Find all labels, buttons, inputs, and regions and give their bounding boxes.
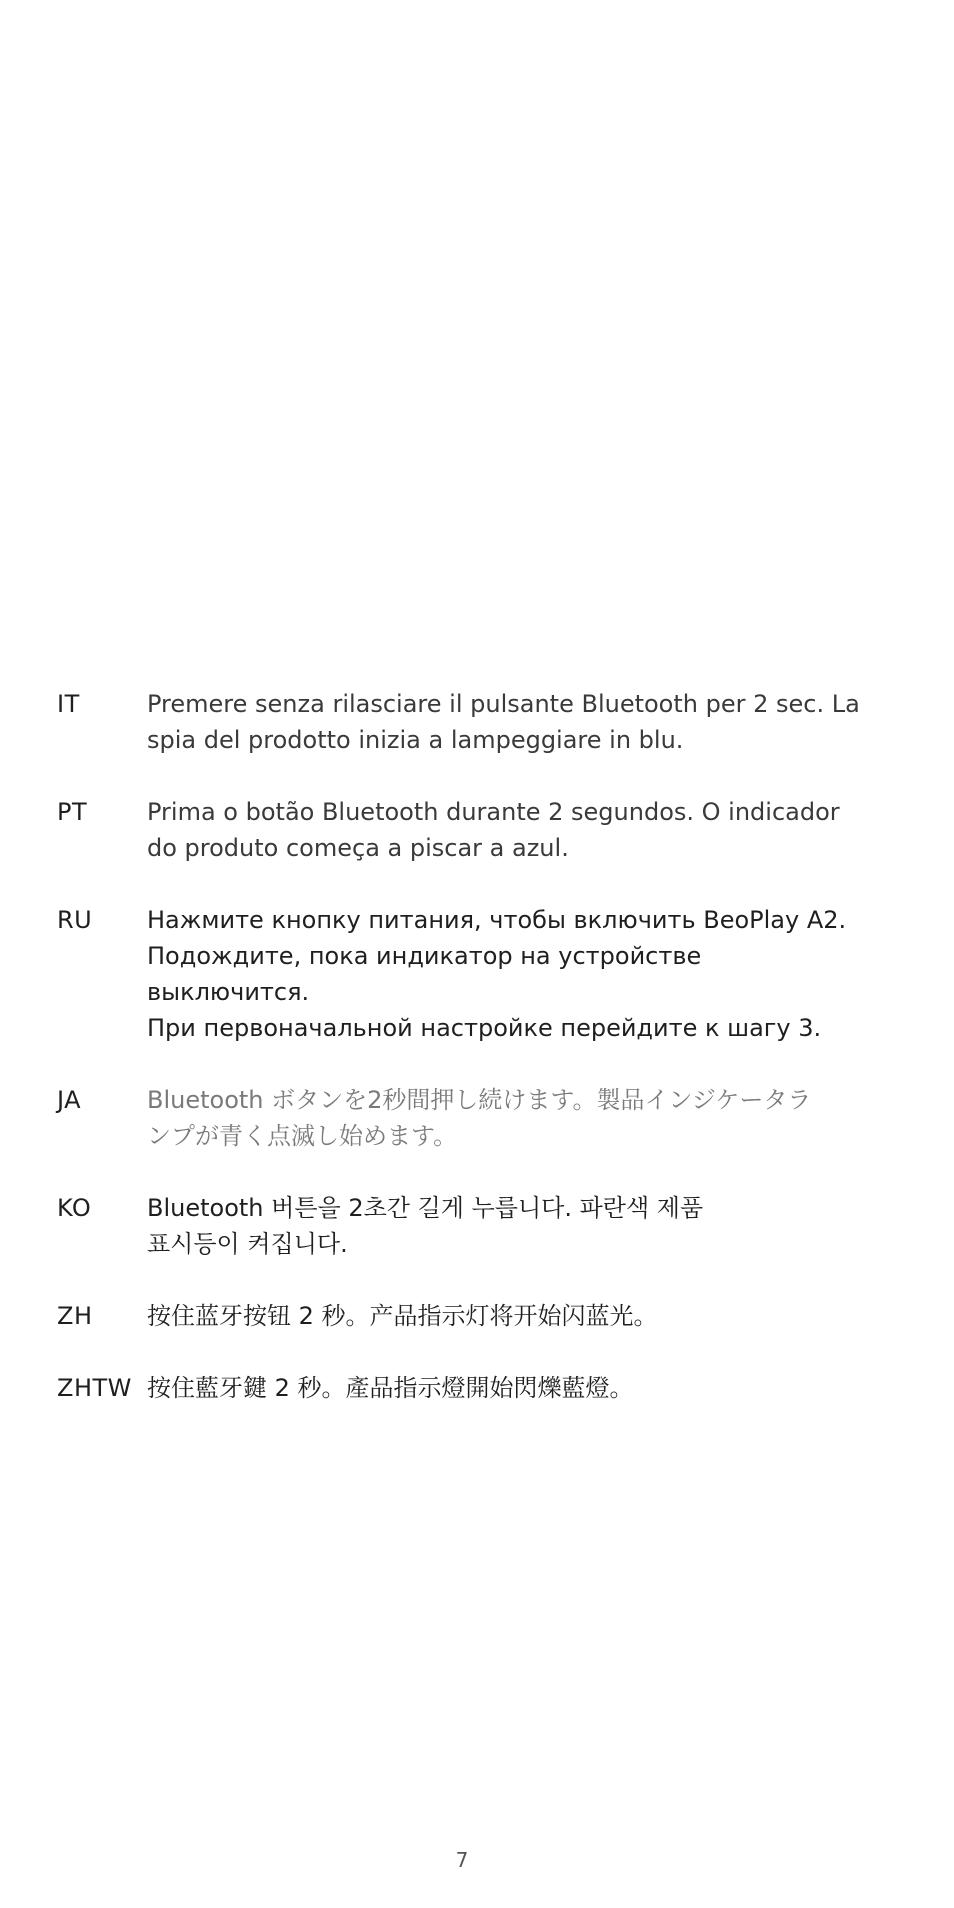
instruction-line: выключится. [147,978,310,1006]
instruction-line: При первоначальной настройке перейдите к шагу 3. [147,1014,822,1042]
entry-zh [57,1298,897,1334]
instruction-line: Bluetooth ボタンを2秒間押し続けます。製品インジケータラ [147,1086,812,1114]
instruction-text [147,686,897,758]
language-code: JA [57,1086,82,1114]
entry-ru [57,902,897,1046]
instruction-line: Prima o botão Bluetooth durante 2 segundos. O indicador [147,798,840,826]
instruction-line: Premere senza rilasciare il pulsante Bluetooth per 2 sec. La [147,690,860,718]
instruction-text [147,1082,897,1154]
instruction-line: spia del prodotto inizia a lampeggiare in blu. [147,726,684,754]
instruction-line: Bluetooth 버튼을 2초간 길게 누릅니다. 파란색 제품 [147,1194,704,1222]
instruction-line: ンプが青く点滅し始めます。 [147,1122,458,1150]
instruction-list [57,686,897,1442]
language-code: KO [57,1194,92,1222]
language-code: RU [57,906,93,934]
instruction-line: Подождите, пока индикатор на устройстве [147,942,702,970]
entry-ja [57,1082,897,1154]
instruction-line: do produto começa a piscar a azul. [147,834,569,862]
instruction-text [147,794,897,866]
instruction-line: 표시등이 켜집니다. [147,1230,348,1258]
instruction-line: 按住蓝牙按钮 2 秒。产品指示灯将开始闪蓝光。 [147,1302,658,1330]
instruction-text [147,902,897,1046]
language-code: IT [57,690,80,718]
entry-zhtw [57,1370,897,1406]
entry-it [57,686,897,758]
instruction-text [147,1190,897,1262]
entry-pt [57,794,897,866]
language-code: PT [57,798,88,826]
page-number: 7 [455,1848,469,1872]
instruction-text [147,1370,897,1406]
instruction-text [147,1298,897,1334]
language-code: ZHTW [57,1374,132,1402]
instruction-line: 按住藍牙鍵 2 秒。產品指示燈開始閃爍藍燈。 [147,1374,634,1402]
language-code: ZH [57,1302,93,1330]
entry-ko [57,1190,897,1262]
instruction-line: Нажмите кнопку питания, чтобы включить BeoPlay A2. [147,906,847,934]
